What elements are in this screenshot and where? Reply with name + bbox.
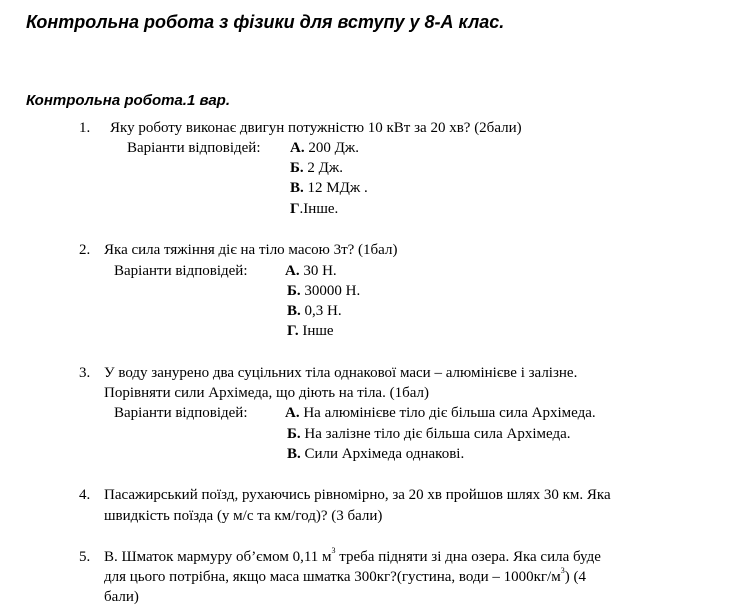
answer-variants-label: Варіанти відповідей:: [114, 405, 248, 421]
question-text: Пасажирський поїзд, рухаючись рівномірно, за 20 хв пройшов шлях 30 км. Яка: [104, 487, 611, 503]
question-text: [104, 547, 601, 567]
question-number: 4.: [79, 487, 91, 503]
option-text: Інше: [298, 323, 334, 339]
option-letter: А.: [285, 263, 300, 279]
question-text-part: треба підняти зі дна озера. Яка сила буде: [335, 549, 601, 565]
option-text: 2 Дж.: [303, 160, 344, 176]
answer-option: [285, 261, 337, 281]
option-text: 12 МДж .: [303, 180, 368, 196]
question-text-part: для цього потрібна, якщо маса шматка 300кг?(густина, води – 1000кг/м: [104, 569, 561, 585]
superscript-exponent: 3: [560, 566, 565, 575]
option-letter: Г.: [287, 323, 299, 339]
option-text: На алюмінієве тіло діє більша сила Архімеда.: [299, 405, 596, 421]
answer-option: [285, 403, 596, 423]
answer-option: [287, 444, 464, 464]
option-text: 30 Н.: [299, 263, 337, 279]
answer-variants-label: Варіанти відповідей:: [127, 140, 261, 156]
option-text: 200 Дж.: [304, 140, 359, 156]
variant-heading: Контрольна робота.1 вар.: [26, 92, 231, 109]
question-text: швидкість поїзда (у м/с та км/год)? (3 бали): [104, 508, 383, 524]
answer-option: [290, 199, 338, 219]
question-text: Яку роботу виконає двигун потужністю 10 кВт за 20 хв? (2бали): [110, 120, 522, 136]
option-letter: Г: [290, 201, 300, 217]
answer-option: [287, 424, 571, 444]
answer-option: [290, 158, 343, 178]
question-text: У воду занурено два суцільних тіла однакової маси – алюмінієве і залізне.: [104, 365, 578, 381]
question-text: [104, 567, 586, 587]
question-text: Яка сила тяжіння діє на тіло масою 3т? (1бал): [104, 242, 398, 258]
option-letter: Б.: [287, 426, 301, 442]
superscript-exponent: 3: [331, 546, 336, 555]
question-text-part: ) (4: [564, 569, 586, 585]
document-title: Контрольна робота з фізики для вступу у 8-А клас.: [26, 12, 505, 32]
option-letter: В.: [287, 446, 301, 462]
option-letter: Б.: [287, 283, 301, 299]
option-letter: Б.: [290, 160, 304, 176]
answer-option: [290, 138, 359, 158]
option-text: 0,3 Н.: [300, 303, 342, 319]
option-text: 30000 Н.: [300, 283, 361, 299]
answer-option: [287, 321, 334, 341]
answer-option: [290, 178, 368, 198]
option-letter: А.: [285, 405, 300, 421]
option-letter: В.: [287, 303, 301, 319]
option-text: На залізне тіло діє більша сила Архімеда.: [300, 426, 571, 442]
option-letter: А.: [290, 140, 305, 156]
option-text: .Інше.: [299, 201, 339, 217]
option-text: Сили Архімеда однакові.: [300, 446, 465, 462]
answer-option: [287, 281, 360, 301]
option-letter: В.: [290, 180, 304, 196]
question-number: 5.: [79, 549, 91, 565]
question-number: 2.: [79, 242, 91, 258]
question-text: бали): [104, 589, 139, 605]
question-number: 3.: [79, 365, 91, 381]
question-text-part: В. Шматок мармуру об’ємом 0,11 м: [104, 549, 332, 565]
answer-variants-label: Варіанти відповідей:: [114, 263, 248, 279]
answer-option: [287, 301, 342, 321]
question-number: 1.: [79, 120, 91, 136]
question-text: Порівняти сили Архімеда, що діють на тіла. (1бал): [104, 385, 429, 401]
